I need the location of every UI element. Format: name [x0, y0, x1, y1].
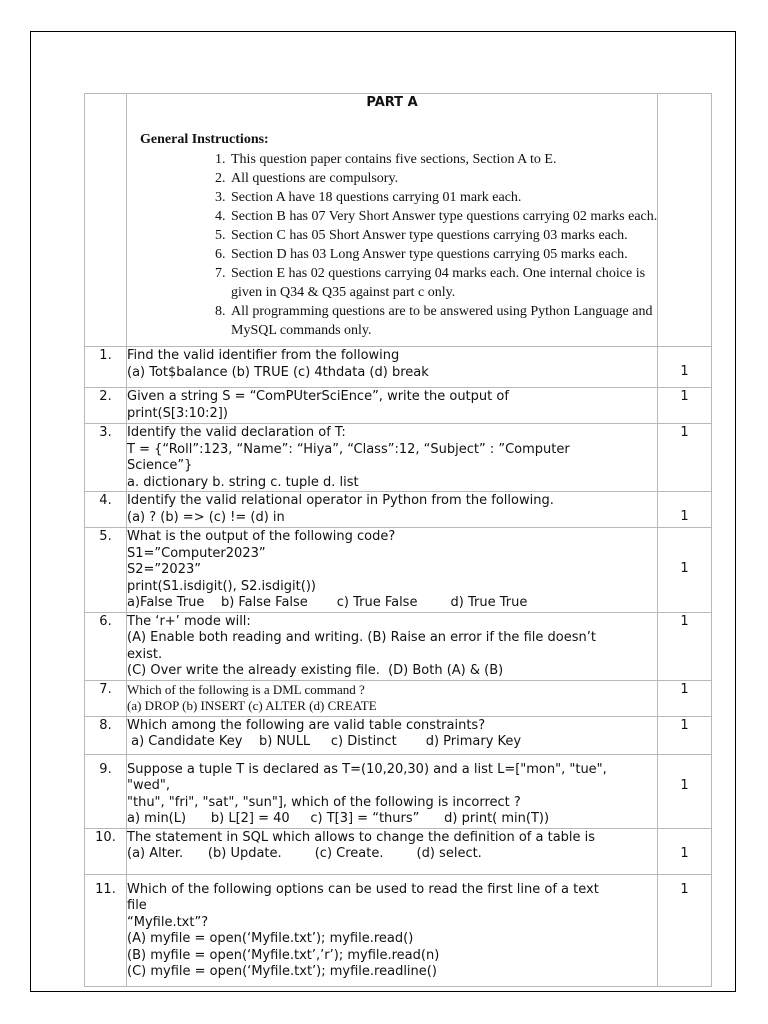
question-line: a)False True b) False False c) True False d) True True: [127, 595, 528, 610]
question-number: 4.: [85, 492, 127, 528]
question-line: Suppose a tuple T is declared as T=(10,20,30) and a list L=["mon", "tue",: [127, 761, 607, 777]
question-line: (a) ? (b) => (c) != (d) in: [127, 509, 285, 525]
question-line: Identify the valid declaration of T:: [127, 425, 346, 440]
question-number: 9.: [85, 754, 127, 828]
instruction-item: [229, 169, 729, 188]
question-line: (a) Tot$balance (b) TRUE (c) 4thdata (d) break: [127, 364, 429, 380]
question-number: 8.: [85, 716, 127, 754]
question-number: 2.: [85, 388, 127, 424]
question-line: Science”}: [127, 458, 193, 473]
question-line: What is the output of the following code?: [127, 529, 396, 544]
question-line: “Myfile.txt”?: [127, 914, 209, 930]
question-line: "wed",: [127, 778, 170, 793]
instruction-line: 6. Section D has 03 Long Answer type questions carrying 05 marks each.: [231, 247, 628, 262]
question-line: print(S[3:10:2]): [127, 405, 228, 421]
question-line: file: [127, 898, 147, 913]
instruction-item: [229, 226, 729, 245]
question-line: (C) Over write the already existing file. (D) Both (A) & (B): [127, 663, 504, 678]
question-row: [85, 388, 712, 424]
instruction-item: [229, 264, 729, 302]
question-line: (a) DROP (b) INSERT (c) ALTER (d) CREATE: [127, 697, 377, 713]
question-row: [85, 528, 712, 613]
instruction-item: [229, 150, 729, 169]
question-line: a) Candidate Key b) NULL c) Distinct d) Primary Key: [127, 734, 522, 749]
question-line: (C) myfile = open(‘Myfile.txt’); myfile.readline(): [127, 964, 437, 979]
question-number: 10.: [85, 828, 127, 874]
question-marks: 1: [658, 528, 712, 613]
question-row: [85, 492, 712, 528]
instruction-line: 8. All programming questions are to be answered using Python Language and: [231, 304, 653, 319]
question-text: [127, 492, 658, 528]
question-line: The statement in SQL which allows to change the definition of a table is: [127, 829, 596, 845]
question-marks: 1: [658, 716, 712, 754]
instruction-line: 2. All questions are compulsory.: [231, 171, 399, 186]
question-row: [85, 716, 712, 754]
question-row: [85, 347, 712, 388]
question-row: [85, 680, 712, 716]
instruction-line: MySQL commands only.: [231, 323, 372, 338]
question-line: a. dictionary b. string c. tuple d. list: [127, 474, 359, 490]
instruction-item: [229, 302, 729, 340]
question-number: 7.: [85, 680, 127, 716]
instruction-line: 5. Section C has 05 Short Answer type questions carrying 03 marks each.: [231, 228, 628, 243]
question-line: S2=”2023”: [127, 562, 201, 577]
question-text: [127, 388, 658, 424]
question-line: Given a string S = “ComPUterSciEnce”, write the output of: [127, 389, 509, 404]
question-marks: 1: [658, 828, 712, 874]
question-number: 5.: [85, 528, 127, 613]
question-text: [127, 612, 658, 680]
question-row: [85, 424, 712, 492]
question-text: [127, 424, 658, 492]
question-marks: 1: [658, 347, 712, 388]
question-row: [85, 612, 712, 680]
question-line: Which of the following options can be used to read the first line of a text: [127, 881, 599, 897]
question-marks: 1: [658, 754, 712, 828]
question-text: [127, 716, 658, 754]
question-marks: 1: [658, 424, 712, 492]
question-number: 11.: [85, 874, 127, 986]
question-text: [127, 680, 658, 716]
instruction-item: [229, 245, 729, 264]
instructions-list: [189, 150, 729, 340]
question-marks: 1: [658, 388, 712, 424]
instruction-line: 4. Section B has 07 Very Short Answer type questions carrying 02 marks each.: [231, 209, 658, 224]
instructions-cell: [127, 94, 658, 347]
question-row: [85, 874, 712, 986]
question-line: Which among the following are valid table constraints?: [127, 717, 486, 733]
question-paper-table: [84, 93, 712, 987]
question-marks: 1: [658, 680, 712, 716]
question-line: (A) Enable both reading and writing. (B) Raise an error if the file doesn’t: [127, 630, 596, 645]
general-instructions-label: General Instructions:: [140, 132, 269, 147]
instruction-line: 3. Section A have 18 questions carrying 01 mark each.: [231, 190, 522, 205]
question-text: [127, 828, 658, 874]
part-a-header-row: [85, 94, 712, 347]
question-text: [127, 528, 658, 613]
question-line: (A) myfile = open(‘Myfile.txt’); myfile.read(): [127, 931, 414, 946]
question-line: exist.: [127, 646, 163, 662]
question-number: 1.: [85, 347, 127, 388]
question-text: [127, 347, 658, 388]
instruction-item: [229, 207, 729, 226]
question-marks: 1: [658, 612, 712, 680]
question-line: Which of the following is a DML command ?: [127, 681, 365, 697]
question-line: Identify the valid relational operator in Python from the following.: [127, 493, 554, 508]
question-number: 6.: [85, 612, 127, 680]
question-line: T = {“Roll”:123, “Name”: “Hiya”, “Class”:12, “Subject” : ”Computer: [127, 441, 570, 457]
question-line: (a) Alter. (b) Update. (c) Create. (d) select.: [127, 846, 482, 861]
question-line: Find the valid identifier from the following: [127, 348, 400, 363]
question-line: a) min(L) b) L[2] = 40 c) T[3] = “thurs” d) print( min(T)): [127, 811, 550, 826]
instruction-line: given in Q34 & Q35 against part c only.: [231, 285, 456, 300]
question-line: (B) myfile = open(‘Myfile.txt’,’r’); myfile.read(n): [127, 947, 440, 963]
question-line: "thu", "fri", "sat", "sun"], which of the following is incorrect ?: [127, 794, 521, 810]
question-text: [127, 874, 658, 986]
instruction-item: [229, 188, 729, 207]
question-marks: 1: [658, 874, 712, 986]
part-title: PART A: [366, 95, 418, 110]
question-line: The ‘r+’ mode will:: [127, 613, 251, 629]
instruction-line: 7. Section E has 02 questions carrying 04 marks each. One internal choice is: [231, 266, 646, 281]
question-number: 3.: [85, 424, 127, 492]
question-row: [85, 828, 712, 874]
question-marks: 1: [658, 492, 712, 528]
question-text: [127, 754, 658, 828]
question-line: S1=”Computer2023”: [127, 545, 266, 561]
question-row: [85, 754, 712, 828]
question-line: print(S1.isdigit(), S2.isdigit()): [127, 578, 316, 594]
instruction-line: 1. This question paper contains five sections, Section A to E.: [231, 152, 557, 167]
header-left-cell: [85, 94, 127, 347]
